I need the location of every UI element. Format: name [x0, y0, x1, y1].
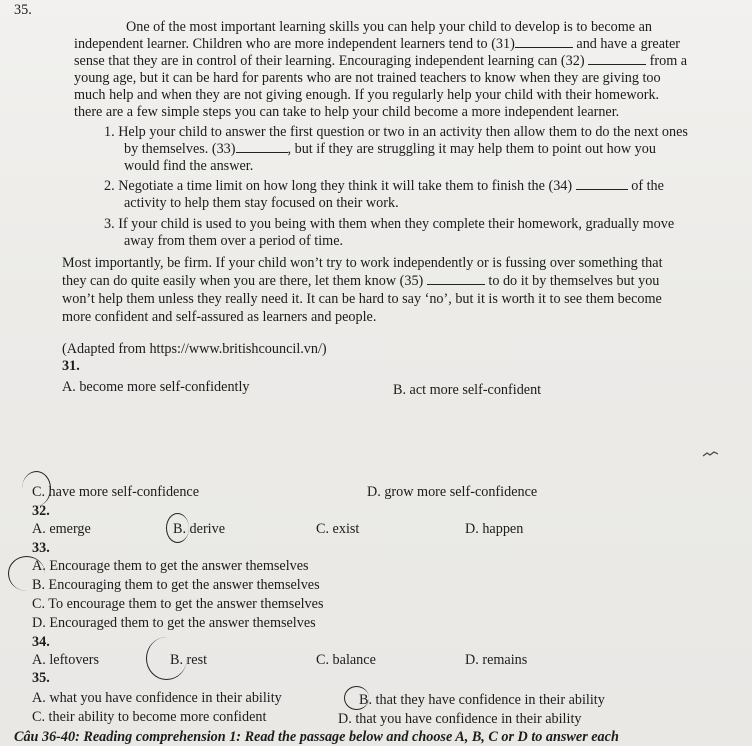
section-heading-lead: Câu 36-40: Reading comprehension 1: — [14, 729, 242, 745]
question-label: 32. — [32, 503, 50, 519]
question-label: 31. — [62, 358, 80, 374]
option-32-b[interactable]: B. derive — [173, 521, 226, 537]
passage-line — [74, 53, 687, 69]
step-3-line: away from them over a period of time. — [124, 233, 344, 249]
option-35-c[interactable]: C. their ability to become more confident — [32, 709, 267, 725]
option-33-a[interactable]: A. Encourage them to get the answer themselves — [32, 558, 309, 574]
passage-text: , but if they are struggling it may help them to point out how you — [287, 141, 656, 157]
step-2-line — [104, 178, 664, 194]
question-label: 35. — [32, 670, 50, 686]
section-heading-text: Read the passage below and choose A, B, C or D to answer each — [244, 729, 619, 745]
closing-line: Most importantly, be firm. If your child won’t try to work independently or is fussing over something that — [62, 255, 663, 271]
option-34-a[interactable]: A. leftovers — [32, 652, 99, 668]
passage-text: sense that they are in control of their learning. Encouraging independent learning can (32) — [74, 53, 585, 69]
closing-line: more confident and self-assured as learners and people. — [62, 309, 377, 325]
option-32-d[interactable]: D. happen — [465, 521, 524, 537]
passage-text: by themselves. (33) — [124, 141, 236, 157]
section-heading — [14, 729, 619, 745]
passage-text: of the — [631, 178, 664, 194]
passage-line: One of the most important learning skills you can help your child to develop is to become an — [126, 19, 653, 35]
step-3-line: 3. If your child is used to you being with them when they complete their homework, gradually move — [104, 216, 675, 232]
blank-31 — [515, 37, 573, 48]
option-34-b[interactable]: B. rest — [170, 652, 208, 668]
passage-line: young age, but it can be hard for parents who are not trained teachers to know when they are giving too — [74, 70, 661, 86]
blank-32 — [588, 54, 646, 65]
option-31-a[interactable]: A. become more self-confidently — [62, 379, 250, 395]
option-31-c[interactable]: C. have more self-confidence — [32, 484, 200, 500]
passage-line: there are a few simple steps you can take to help your child become a more independent learner. — [74, 104, 620, 120]
question-label: 33. — [32, 540, 50, 556]
closing-line — [62, 273, 659, 289]
passage-text: from a — [649, 53, 688, 69]
option-31-d[interactable]: D. grow more self-confidence — [367, 484, 538, 500]
blank-35 — [427, 274, 485, 285]
option-34-d[interactable]: D. remains — [465, 652, 528, 668]
option-33-c[interactable]: C. To encourage them to get the answer themselves — [32, 596, 324, 612]
option-31-b[interactable]: B. act more self-confident — [393, 382, 542, 398]
passage-line — [74, 36, 680, 52]
step-1-line: would find the answer. — [124, 158, 254, 174]
closing-line: won’t help them unless they really need it. It can be hard to say ‘no’, but it is worth it to see them become — [62, 291, 662, 307]
option-32-c[interactable]: C. exist — [316, 521, 360, 537]
step-1-line — [124, 141, 656, 157]
option-34-c[interactable]: C. balance — [316, 652, 376, 668]
option-35-b[interactable]: B. that they have confidence in their ability — [359, 692, 605, 708]
option-35-d[interactable]: D. that you have confidence in their ability — [338, 711, 582, 727]
passage-text: to do it by themselves but you — [488, 273, 660, 289]
source-citation: (Adapted from https://www.britishcouncil.vn/) — [62, 341, 327, 357]
blank-33 — [236, 142, 288, 153]
option-33-d[interactable]: D. Encouraged them to get the answer themselves — [32, 615, 316, 631]
pen-mark-icon — [702, 450, 720, 458]
passage-text: 2. Negotiate a time limit on how long they think it will take them to finish the (34) — [104, 178, 573, 194]
question-label: 34. — [32, 634, 50, 650]
option-32-a[interactable]: A. emerge — [32, 521, 91, 537]
passage-text: and have a greater — [576, 36, 680, 52]
option-33-b[interactable]: B. Encouraging them to get the answer themselves — [32, 577, 320, 593]
step-1-line: 1. Help your child to answer the first question or two in an activity then allow them to do the next ones — [104, 124, 688, 140]
blank-34 — [576, 179, 628, 190]
passage-text: independent learner. Children who are more independent learners tend to (31) — [74, 36, 515, 52]
option-35-a[interactable]: A. what you have confidence in their ability — [32, 690, 282, 706]
passage-text: they can do quite easily when you are there, let them know (35) — [62, 273, 424, 289]
passage-line: much help and when they are not giving enough. If you regularly help your child with their homework. — [74, 87, 660, 103]
step-2-line: activity to help them stay focused on their work. — [124, 195, 399, 211]
question-number: 35. — [14, 2, 32, 18]
